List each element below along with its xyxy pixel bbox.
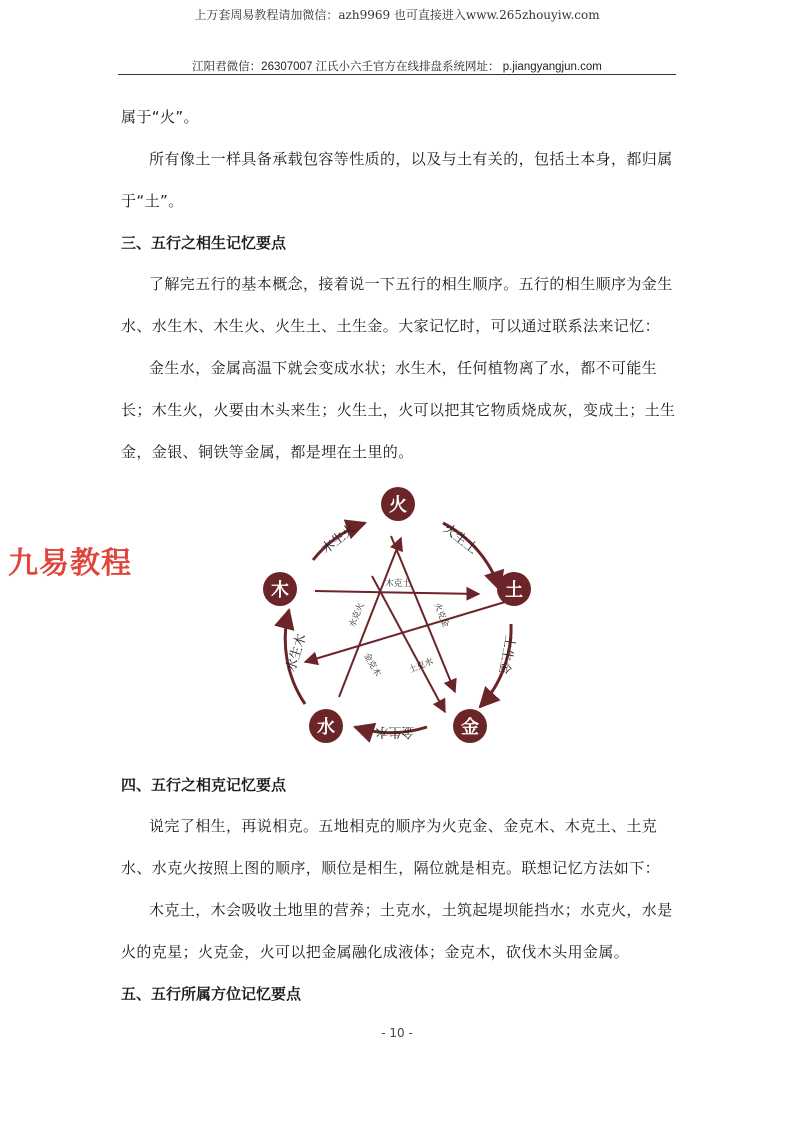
heading-direction: 五、五行所属方位记忆要点 bbox=[121, 985, 302, 1003]
heading-ke: 四、五行之相克记忆要点 bbox=[121, 776, 287, 794]
watermark-text: 九易教程 bbox=[8, 546, 132, 581]
label-wood-sheng-fire: 木生火 bbox=[318, 521, 359, 558]
node-water-label: 水 bbox=[317, 717, 335, 738]
paragraph-fire-end: 属于“火”。 bbox=[121, 108, 199, 126]
label-water-ke-fire: 水克火 bbox=[347, 601, 367, 629]
node-fire-label: 火 bbox=[389, 495, 407, 516]
label-earth-ke-water: 土克水 bbox=[407, 656, 435, 676]
paragraph-ke-intro: 说完了相生，再说相克。五地相克的顺序为火克金、金克木、木克土、土克水、水克火按照上图的顺序，顺位是相生，隔位就是相克。联想记忆方法如下： bbox=[121, 817, 661, 877]
paragraph-ke-explain: 木克土，木会吸收土地里的营养；土克水，土筑起堤坝能挡水；水克火，水是火的克星；火克金，火可以把金属融化成液体；金克木，砍伐木头用金属。 bbox=[121, 901, 673, 961]
ke-star bbox=[305, 536, 505, 712]
paragraph-earth: 所有像土一样具备承载包容等性质的，以及与土有关的，包括土本身，都归属于“土”。 bbox=[121, 150, 673, 210]
node-metal-label: 金 bbox=[461, 717, 479, 738]
heading-sheng: 三、五行之相生记忆要点 bbox=[121, 234, 287, 252]
page-number: - 10 - bbox=[381, 1026, 413, 1040]
label-fire-sheng-earth: 火生土 bbox=[440, 521, 481, 558]
node-wood-label: 木 bbox=[271, 580, 289, 601]
label-metal-ke-wood: 金克木 bbox=[361, 651, 383, 679]
five-elements-diagram bbox=[255, 482, 545, 752]
node-earth-label: 土 bbox=[505, 580, 523, 601]
label-water-sheng-wood: 水生木 bbox=[283, 632, 310, 674]
header-line-2: 江阳君微信：26307007 江氏小六壬官方在线排盘系统网址： p.jiangyangjun.com bbox=[192, 61, 602, 73]
header-divider bbox=[118, 74, 676, 75]
header-line-1: 上万套周易教程请加微信：azh9969 也可直接进入www.265zhouyiw.com bbox=[194, 8, 600, 22]
label-metal-sheng-water: 金生水 bbox=[375, 724, 415, 739]
label-wood-ke-earth: 木克土 bbox=[385, 579, 411, 589]
label-earth-sheng-metal: 土生金 bbox=[495, 634, 518, 676]
paragraph-sheng-explain: 金生水，金属高温下就会变成水状；水生木，任何植物离了水，都不可能生长；木生火，火要由木头来生；火生土，火可以把其它物质烧成灰，变成土；土生金，金银、铜铁等金属，都是埋在土里的。 bbox=[121, 359, 676, 461]
label-fire-ke-metal: 火克金 bbox=[431, 601, 451, 629]
paragraph-sheng-intro: 了解完五行的基本概念，接着说一下五行的相生顺序。五行的相生顺序为金生水、水生木、木生火、火生土、土生金。大家记忆时，可以通过联系法来记忆： bbox=[121, 275, 673, 335]
element-nodes bbox=[263, 487, 531, 743]
